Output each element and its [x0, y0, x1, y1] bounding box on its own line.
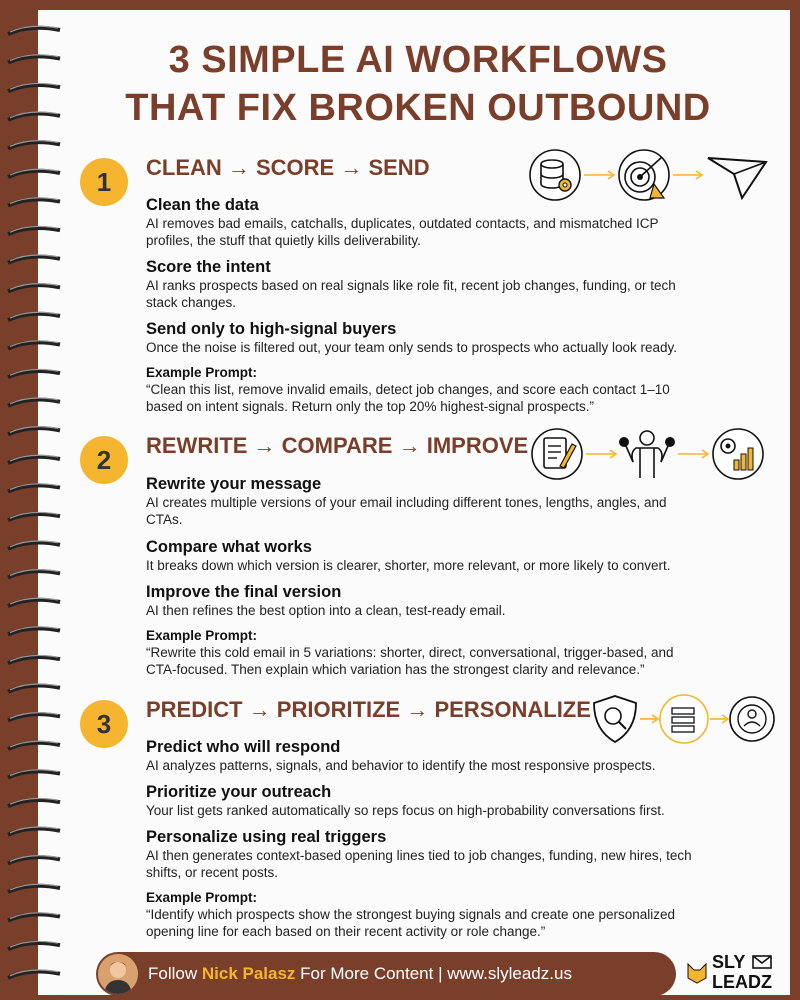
item-desc-line2: shifts, or recent posts. — [146, 865, 279, 880]
mail-icon — [752, 955, 772, 969]
section-2-item-1 — [146, 474, 766, 528]
section-3-heading: PREDICT → PRIORITIZE → PERSONALIZE — [146, 697, 591, 722]
spiral-ring — [8, 972, 60, 978]
section-1-item-3 — [146, 319, 766, 356]
section-2-example-prompt — [146, 627, 766, 678]
document-edit-icon — [532, 429, 582, 479]
prompt-label: Example Prompt: — [146, 628, 258, 643]
footer-suffix: For More Content | www.slyleadz.us — [295, 964, 572, 983]
section-3-item-3 — [146, 827, 766, 881]
section-1-number-badge: 1 — [80, 158, 128, 206]
spiral-ring — [8, 199, 60, 205]
item-title: Personalize using real triggers — [146, 828, 387, 846]
item-desc-line2: CTAs. — [146, 512, 183, 527]
target-broom-icon — [619, 150, 669, 200]
spiral-ring — [8, 571, 60, 577]
footer-prefix: Follow — [148, 964, 202, 983]
item-desc-line1: AI removes bad emails, catchalls, duplicates, outdated contacts, and mismatched ICP — [146, 216, 659, 231]
footer-text[interactable] — [148, 952, 572, 996]
section-1-example-prompt — [146, 364, 766, 415]
item-desc-line2: profiles, the stuff that quietly kills deliverability. — [146, 233, 421, 248]
item-desc-line1: AI creates multiple versions of your email including different tones, lengths, angles, and — [146, 495, 667, 510]
spiral-ring — [8, 686, 60, 692]
spiral-ring — [8, 829, 60, 835]
fox-icon — [686, 962, 708, 984]
spiral-ring — [8, 714, 60, 720]
page-title-line2: THAT FIX BROKEN OUTBOUND — [125, 87, 711, 129]
spiral-ring — [8, 285, 60, 291]
item-title: Prioritize your outreach — [146, 783, 332, 801]
person-compare-icon — [619, 431, 675, 478]
spiral-ring — [8, 886, 60, 892]
item-title: Send only to high-signal buyers — [146, 320, 397, 338]
spiral-ring — [8, 400, 60, 406]
prompt-line2: CTA-focused. Then explain which variation has the strongest clarity and relevance.” — [146, 662, 645, 677]
section-2-heading: REWRITE → COMPARE → IMPROVE — [146, 433, 529, 458]
item-desc-line1: It breaks down which version is clearer, shorter, more relevant, or more likely to convert. — [146, 558, 671, 573]
spiral-ring — [8, 142, 60, 148]
prompt-line1: “Identify which prospects show the strongest buying signals and create one personalized — [146, 907, 676, 922]
shield-search-icon — [594, 696, 636, 742]
spiral-ring — [8, 914, 60, 920]
growth-chart-gear-icon — [713, 429, 763, 479]
section-1-icon-strip — [528, 148, 778, 202]
item-title: Improve the final version — [146, 583, 342, 601]
spiral-ring — [8, 600, 60, 606]
spiral-ring — [8, 314, 60, 320]
author-name-link[interactable]: Nick Palasz — [201, 964, 296, 983]
item-desc-line1: AI ranks prospects based on real signals like role fit, recent job changes, funding, or tech — [146, 278, 676, 293]
spiral-ring — [8, 457, 60, 463]
spiral-ring — [8, 485, 60, 491]
send-icon — [708, 158, 766, 198]
spiral-ring — [8, 228, 60, 234]
section-3-number-badge: 3 — [80, 700, 128, 748]
section-3-item-1 — [146, 737, 766, 774]
spiral-ring — [8, 657, 60, 663]
logo-line2: LEADZ — [712, 972, 772, 992]
prompt-label: Example Prompt: — [146, 890, 258, 905]
spiral-ring — [8, 514, 60, 520]
person-target-icon — [730, 697, 774, 741]
section-2-item-2 — [146, 537, 766, 574]
prompt-line2: opening line for each based on their recent activity or role change.” — [146, 924, 546, 939]
spiral-ring — [8, 257, 60, 263]
footer-banner[interactable] — [96, 952, 676, 996]
section-1-item-1 — [146, 195, 766, 249]
spiral-ring — [8, 371, 60, 377]
section-2-item-3 — [146, 582, 766, 619]
item-title: Rewrite your message — [146, 475, 322, 493]
item-desc-line1: Your list gets ranked automatically so reps focus on high-probability conversations first. — [146, 803, 665, 818]
database-gear-icon — [530, 150, 580, 200]
logo-line1: SLY — [712, 952, 746, 972]
prompt-label: Example Prompt: — [146, 365, 258, 380]
spiral-ring — [8, 543, 60, 549]
sly-leadz-logo — [682, 950, 782, 996]
item-desc-line1: Once the noise is filtered out, your team only sends to prospects who actually look ready. — [146, 340, 678, 355]
item-desc-line1: AI then refines the best option into a clean, test-ready email. — [146, 603, 506, 618]
spiral-ring — [8, 943, 60, 949]
item-desc-line2: stack changes. — [146, 295, 237, 310]
section-3-item-2 — [146, 782, 766, 819]
section-3-example-prompt — [146, 889, 766, 940]
item-title: Compare what works — [146, 538, 312, 556]
spiral-ring — [8, 342, 60, 348]
item-desc-line1: AI analyzes patterns, signals, and behavior to identify the most responsive prospects. — [146, 758, 656, 773]
prompt-line1: “Rewrite this cold email in 5 variations: shorter, direct, conversational, trigger-based, and — [146, 645, 674, 660]
item-title: Clean the data — [146, 196, 259, 214]
list-rank-icon — [660, 695, 708, 743]
spiral-ring — [8, 800, 60, 806]
page-title-line1: 3 SIMPLE AI WORKFLOWS — [168, 39, 668, 81]
spiral-ring — [8, 171, 60, 177]
section-1-item-2 — [146, 257, 766, 311]
spiral-ring — [8, 857, 60, 863]
spiral-ring — [8, 428, 60, 434]
prompt-line2: based on intent signals. Return only the top 20% highest-signal prospects.” — [146, 399, 595, 414]
spiral-ring — [8, 743, 60, 749]
spiral-ring — [8, 771, 60, 777]
avatar — [98, 954, 138, 994]
item-title: Predict who will respond — [146, 738, 341, 756]
item-title: Score the intent — [146, 258, 271, 276]
spiral-ring — [8, 28, 60, 34]
section-2-number-badge: 2 — [80, 436, 128, 484]
prompt-line1: “Clean this list, remove invalid emails, detect job changes, and score each contact 1–10 — [146, 382, 670, 397]
section-1-heading: CLEAN → SCORE → SEND — [146, 155, 430, 180]
spiral-ring — [8, 628, 60, 634]
item-desc-line1: AI then generates context-based opening lines tied to job changes, funding, new hires, tech — [146, 848, 692, 863]
spiral-binding — [0, 0, 80, 1000]
